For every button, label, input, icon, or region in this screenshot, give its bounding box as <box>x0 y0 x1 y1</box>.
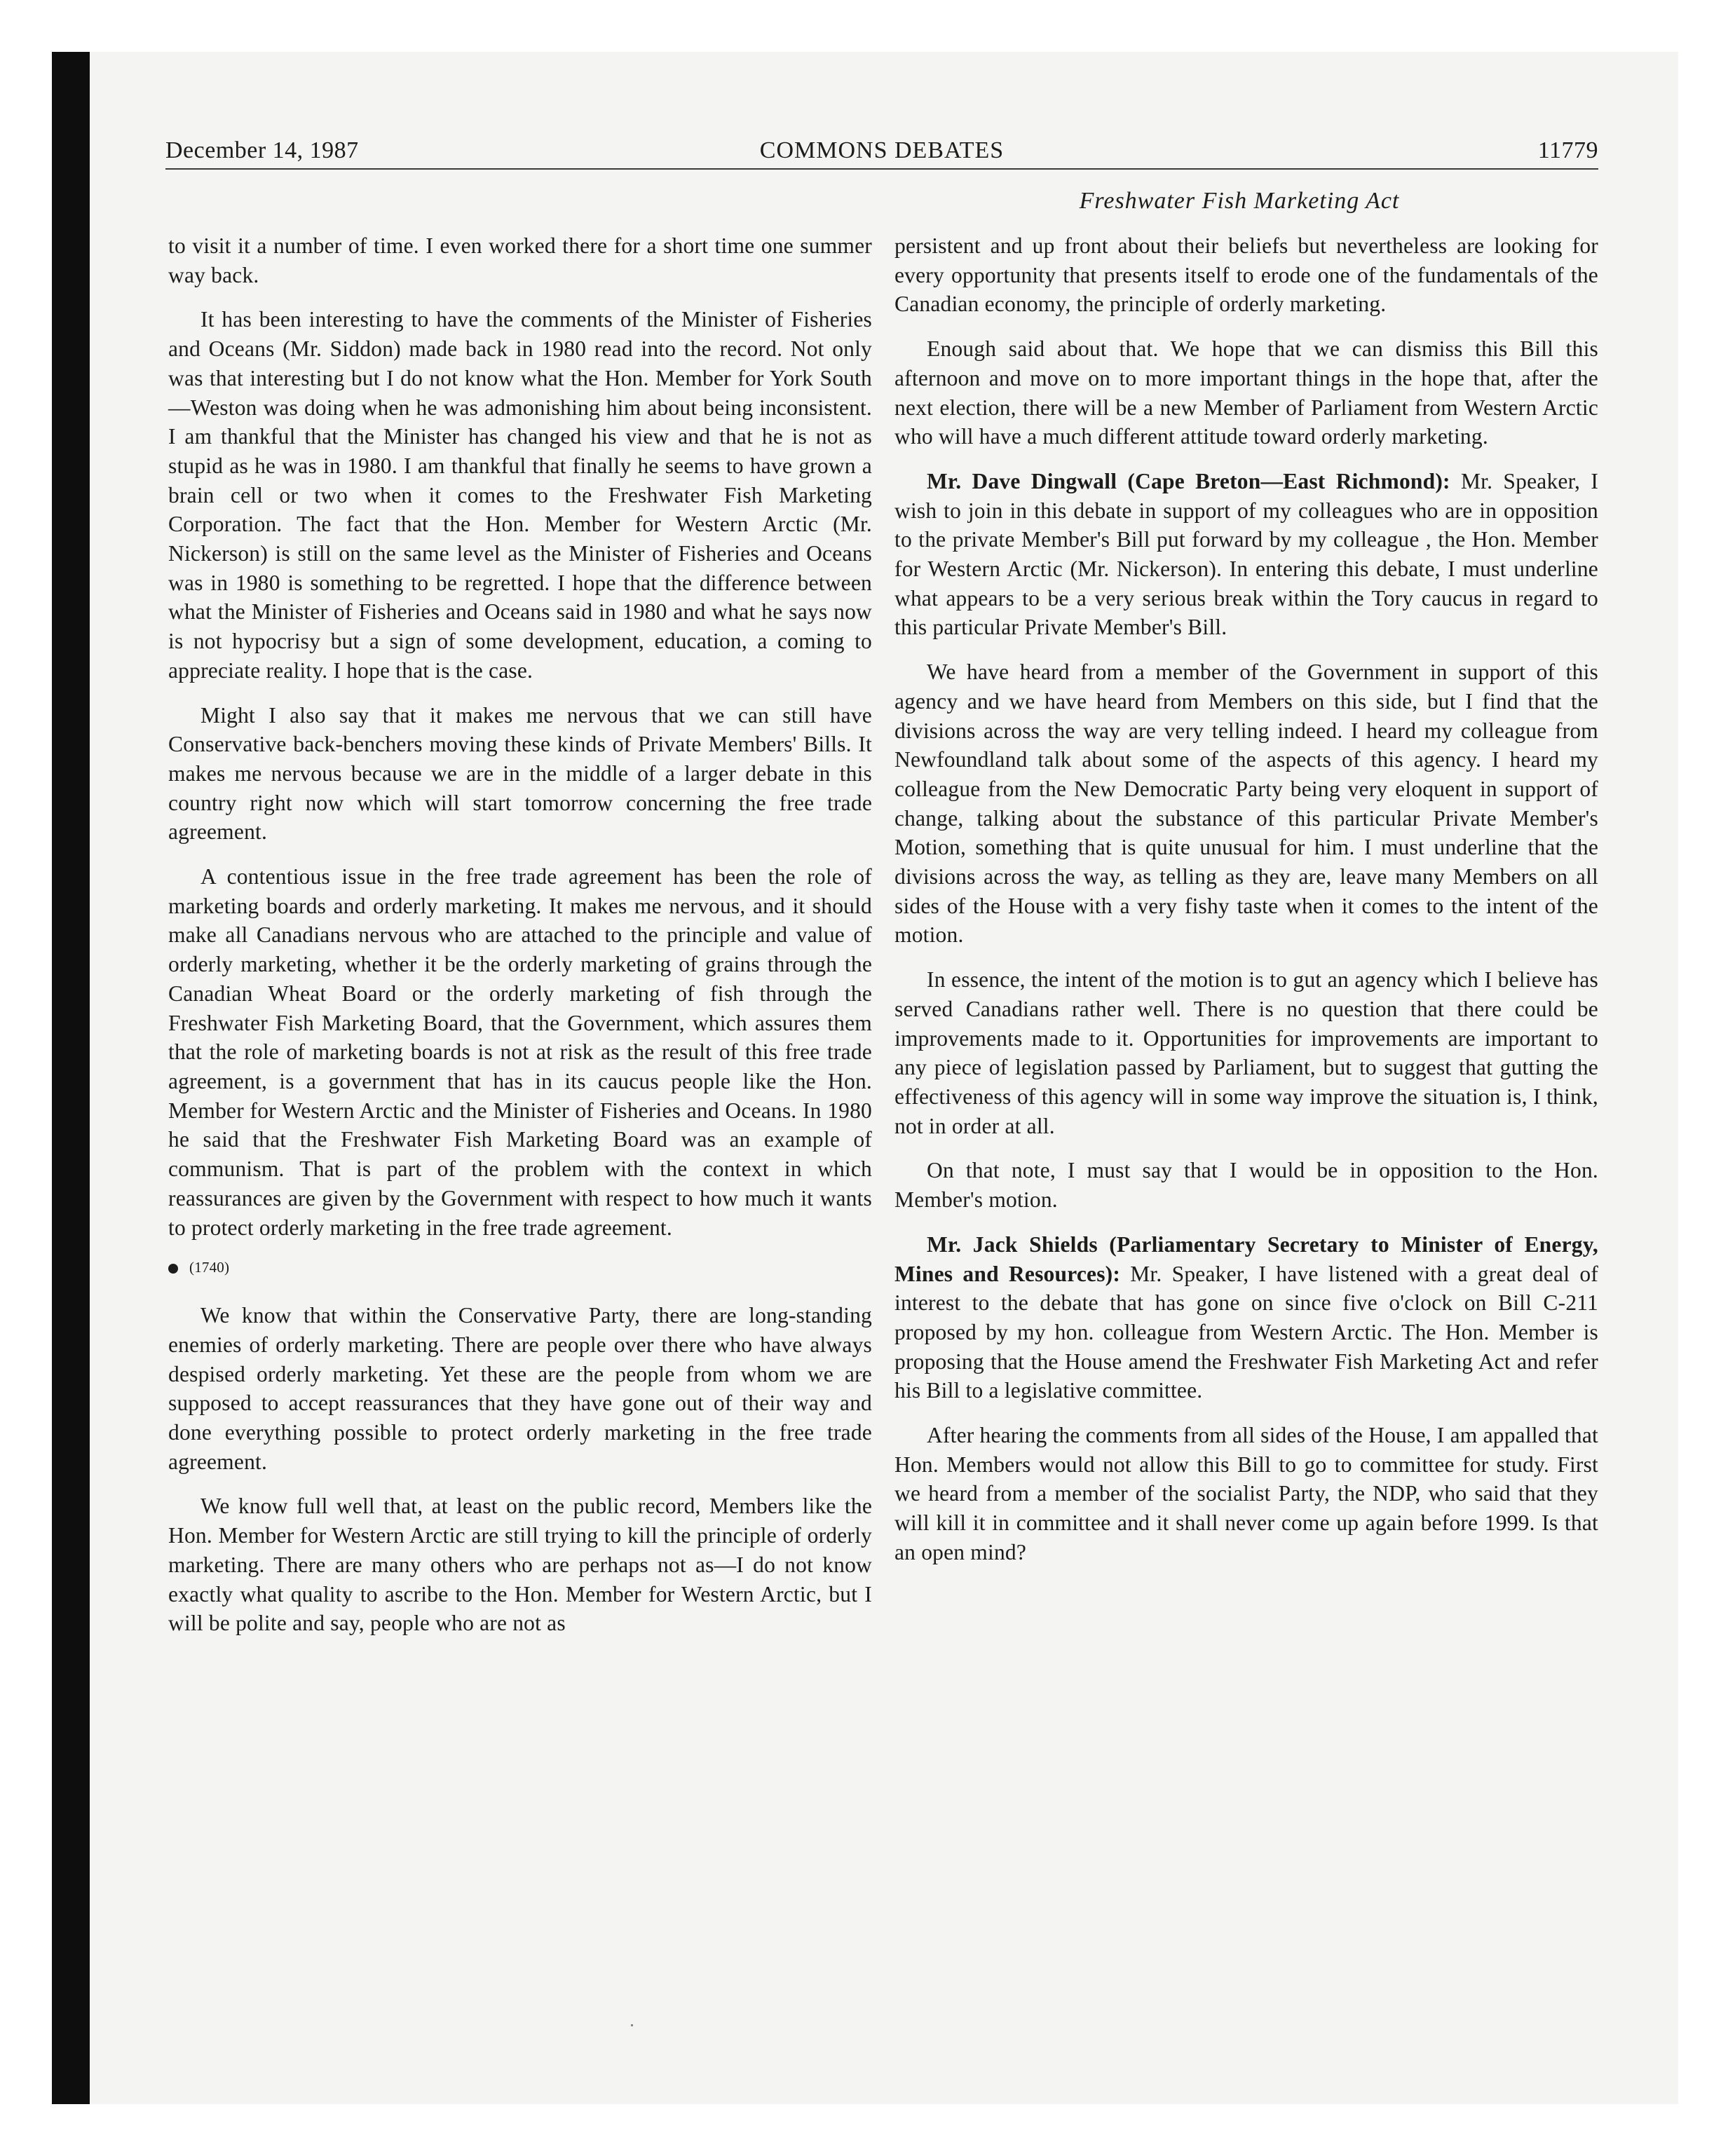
paragraph: In essence, the intent of the motion is to gut an agency which I believe has served Canadians rather well. There is no question that there could be improvements made to it. Opportunities for improvements are important to any piece of legislation passed by Parliament, but to suggest that gutting the effectiveness of this agency will in some way improve the situation is, I think, not in order at all. <box>894 967 1598 1138</box>
timestamp-text: (1740) <box>189 1259 230 1276</box>
speech-text: Mr. Speaker, I wish to join in this debate in support of my colleagues who are in opposition to the private Member's Bill put forward by my colleague , the Hon. Member for Western Arctic (Mr. Nickerson). In entering this debate, I must underline what appears to be a very serious break within the Tory caucus in regard to this particular Private Member's Bill. <box>894 468 1599 640</box>
header-page-number: 11779 <box>1537 137 1598 163</box>
paragraph: Enough said about that. We hope that we can dismiss this Bill this afternoon and move on to more important things in the hope that, after the next election, there will be a new Member of Parliament from Western Arctic who will have a much different attitude toward orderly marketing. <box>894 336 1598 449</box>
left-column <box>168 231 872 1653</box>
scan-edge <box>52 52 90 2104</box>
paragraph: After hearing the comments from all sides of the House, I am appalled that Hon. Members would not allow this Bill to go to committee for study. First we heard from a member of the socialist Party, the NDP, who said that they will kill it in committee and it shall never come up again before 1999. Is that an open mind? <box>894 1423 1598 1564</box>
header-date: December 14, 1987 <box>165 137 359 163</box>
paragraph: We know full well that, at least on the public record, Members like the Hon. Member for Western Arctic are still trying to kill the principle of orderly marketing. There are many others who are perhaps not as—I do not know exactly what quality to ascribe to the Hon. Member for Western Arctic, but I will be polite and say, people who are not as <box>168 1494 872 1636</box>
running-head: Freshwater Fish Marketing Act <box>1079 188 1400 214</box>
speaker-name: Mr. Jack Shields (Parliamentary Secretary to Minister of Energy, Mines and Resources): <box>894 1231 1598 1286</box>
bullet-icon <box>168 1264 178 1274</box>
scan-speck <box>631 2024 633 2026</box>
header-rule <box>165 168 1598 170</box>
timestamp-marker <box>168 1257 872 1277</box>
speech-paragraph <box>894 1230 1598 1405</box>
paragraph: Might I also say that it makes me nervous that we can still have Conservative back-benchers moving these kinds of Private Members' Bills. It makes me nervous because we are in the middle of a larger debate in this country right now which will start tomorrow concerning the free trade agreement. <box>168 702 872 845</box>
paragraph: We have heard from a member of the Government in support of this agency and we have heard from Members on this side, but I find that the divisions across the way are very telling indeed. I heard my colleague from Newfoundland talk about some of the aspects of this agency. I heard my colleague from the New Democratic Party being very eloquent in support of change, talking about the substance of this particular Private Member's Motion, something that is quite unusual for him. I must underline that the divisions across the way, as telling as they are, leave many Members on all sides of the House with a very fishy taste when it comes to the intent of the motion. <box>894 660 1598 948</box>
paragraph: A contentious issue in the free trade agreement has been the role of marketing boards and orderly marketing. It makes me nervous, and it should make all Canadians nervous who are attached to the principle and value of orderly marketing, whether it be the orderly marketing of grains through the Canadian Wheat Board or the orderly marketing of fish through the Freshwater Fish Marketing Board, that the Government, which assures them that the role of marketing boards is not at risk as the result of this free trade agreement, is a government that has in its caucus people like the Hon. Member for Western Arctic and the Minister of Fisheries and Oceans. In 1980 he said that the Freshwater Fish Marketing Board was an example of communism. That is part of the problem with the context in which reassurances are given by the Government with respect to how much it wants to protect orderly marketing in the free trade agreement. <box>168 864 872 1240</box>
paragraph: We know that within the Conservative Party, there are long-standing enemies of orderly marketing. There are people over there who have always despised orderly marketing. Yet these are the people from whom we are supposed to accept reassurances that they have gone out of their way and done everything possible to protect orderly marketing in the free trade agreement. <box>168 1303 872 1474</box>
paragraph: to visit it a number of time. I even worked there for a short time one summer way back. <box>168 233 872 287</box>
paragraph: It has been interesting to have the comments of the Minister of Fisheries and Oceans (Mr. Siddon) made back in 1980 read into the record. Not only was that interesting but I do not know what the Hon. Member for York South—Weston was doing when he was admonishing him about being inconsistent. I am thankful that the Minister has changed his view and that he is not as stupid as he was in 1980. I am thankful that finally he seems to have grown a brain cell or two when it comes to the Freshwater Fish Marketing Corporation. The fact that the Hon. Member for Western Arctic (Mr. Nickerson) is still on the same level as the Minister of Fisheries and Oceans was in 1980 is something to be regretted. I hope that the difference between what the Minister of Fisheries and Oceans said in 1980 and what he says now is not hypocrisy but a sign of some development, education, a coming to appreciate reality. I hope that is the case. <box>168 307 872 683</box>
right-column <box>894 231 1598 1583</box>
paragraph: On that note, I must say that I would be in opposition to the Hon. Member's motion. <box>894 1158 1598 1213</box>
paragraph: persistent and up front about their beliefs but nevertheless are looking for every opportunity that presents itself to erode one of the fundamentals of the Canadian economy, the principle of orderly marketing. <box>894 233 1598 317</box>
page-header <box>165 137 1598 170</box>
header-title: COMMONS DEBATES <box>759 137 1005 163</box>
speech-text: Mr. Speaker, I have listened with a great deal of interest to the debate that has gone on since five o'clock on Bill C-211 proposed by my hon. colleague from Western Arctic. The Hon. Member is proposing that the House amend the Freshwater Fish Marketing Act and refer his Bill to a legislative committee. <box>894 1261 1598 1403</box>
speaker-name: Mr. Dave Dingwall (Cape Breton—East Richmond): <box>927 468 1450 493</box>
speech-paragraph <box>894 467 1598 642</box>
